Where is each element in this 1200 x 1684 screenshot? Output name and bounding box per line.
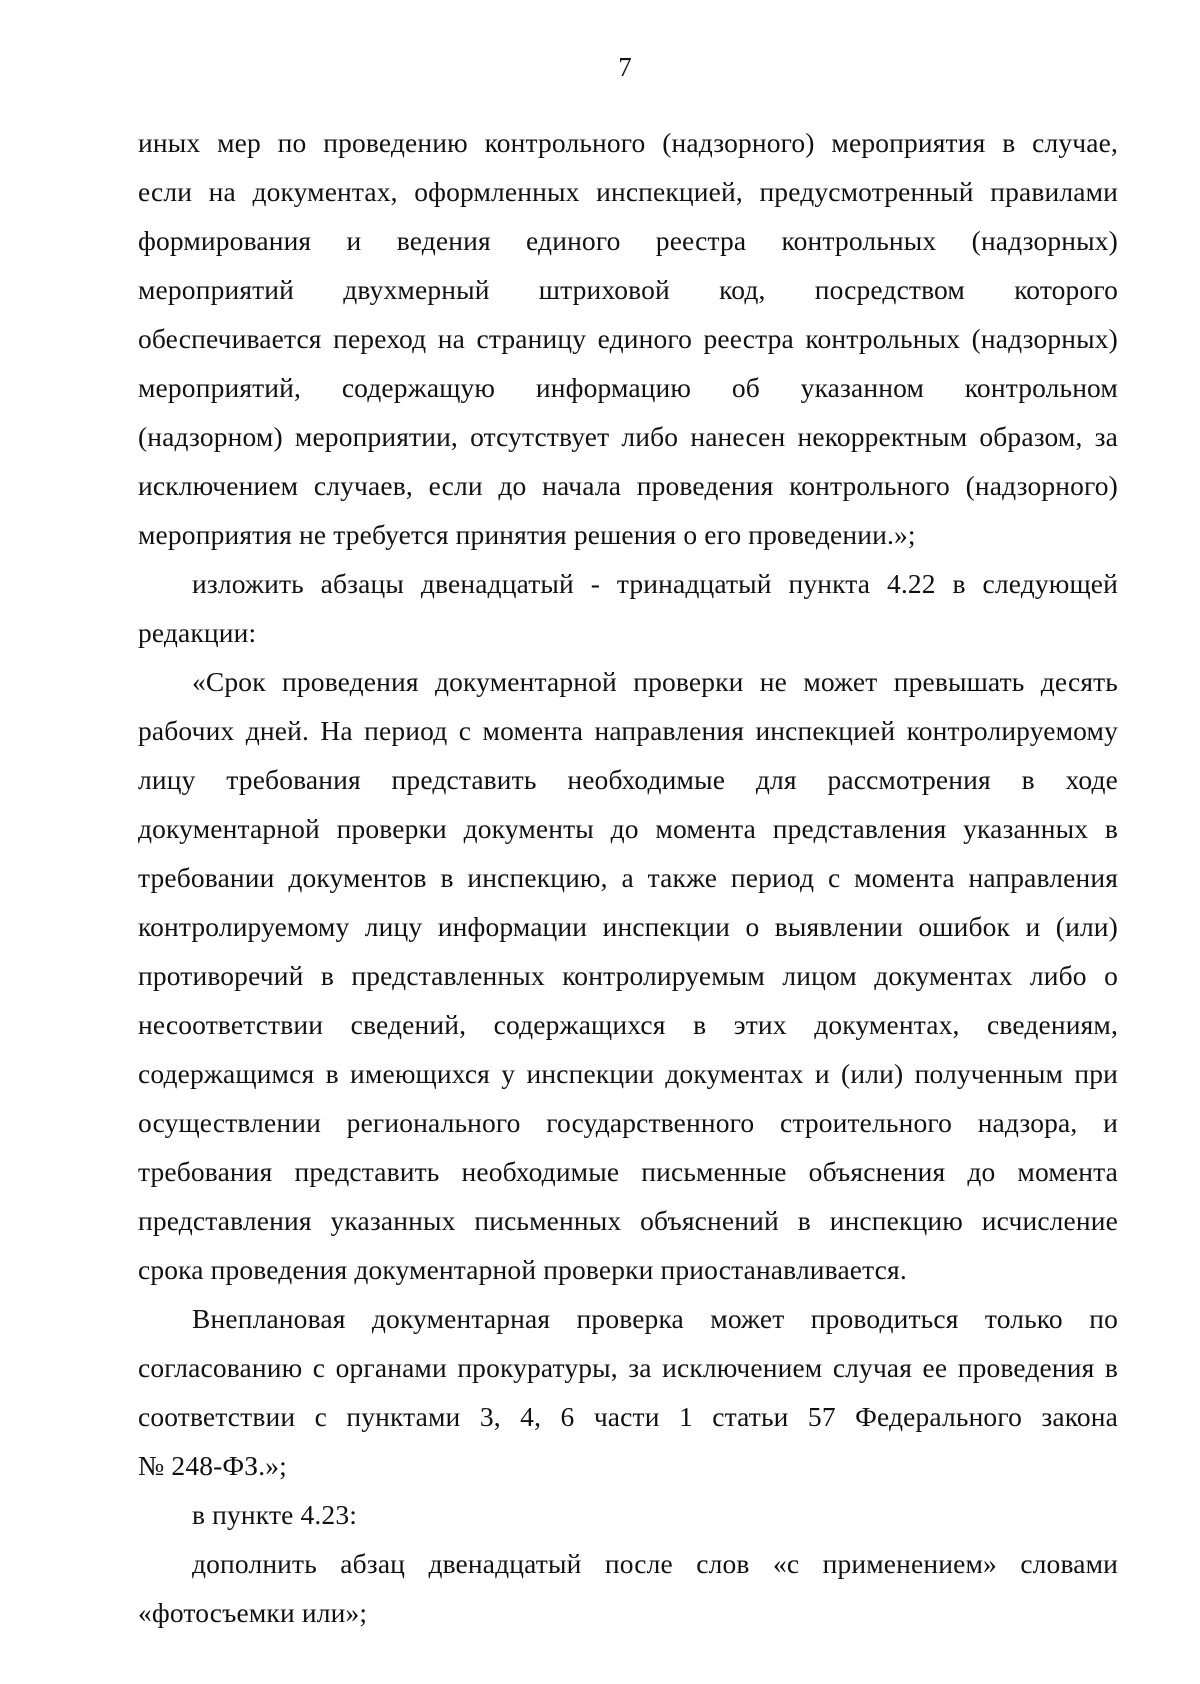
page-number: 7 [618,52,632,82]
text-line: редакции: [138,617,257,648]
text-line: изложить абзацы двенадцатый - тринадцатый пункта 4.22 в следующей [192,568,1118,599]
text-line: представления указанных письменных объяснений в инспекцию исчисление [138,1205,1118,1236]
document-body [138,118,1118,1637]
text-line: несоответствии сведений, содержащихся в этих документах, сведениям, [138,1009,1118,1040]
text-line: лицу требования представить необходимые для рассмотрения в ходе [138,764,1118,795]
text-line: обеспечивается переход на страницу единого реестра контрольных (надзорных) [138,323,1118,354]
text-line: «Срок проведения документарной проверки не может превышать десять [192,666,1118,697]
text-line: дополнить абзац двенадцатый после слов «с применением» словами [192,1548,1118,1579]
text-line: требовании документов в инспекцию, а также период с момента направления [138,862,1118,893]
paragraph-point-4-23 [138,1490,1118,1539]
paragraph-quoted-term [138,657,1118,1294]
paragraph-continuation [138,118,1118,559]
paragraph-supplement [138,1539,1118,1637]
text-line: содержащимся в имеющихся у инспекции документах и (или) полученным при [138,1058,1118,1089]
text-line: соответствии с пунктами 3, 4, 6 части 1 статьи 57 Федерального закона [138,1401,1118,1432]
text-line: мероприятий, содержащую информацию об указанном контрольном [138,372,1118,403]
text-line: согласованию с органами прокуратуры, за исключением случая ее проведения в [138,1352,1118,1383]
text-line: контролируемому лицу информации инспекции о выявлении ошибок и (или) [138,911,1118,942]
text-line: иных мер по проведению контрольного (надзорного) мероприятия в случае, [138,127,1118,158]
text-line: в пункте 4.23: [192,1499,358,1530]
text-line: № 248-ФЗ.»; [138,1450,287,1481]
text-line: противоречий в представленных контролируемым лицом документах либо о [138,960,1118,991]
text-line: Внеплановая документарная проверка может проводиться только по [192,1303,1118,1334]
text-line: срока проведения документарной проверки приостанавливается. [138,1254,907,1285]
text-line: если на документах, оформленных инспекцией, предусмотренный правилами [138,176,1118,207]
text-line: (надзорном) мероприятии, отсутствует либо нанесен некорректным образом, за [138,421,1118,452]
text-line: документарной проверки документы до момента представления указанных в [138,813,1118,844]
paragraph-amendment-4-22 [138,559,1118,657]
paragraph-unscheduled-check [138,1294,1118,1490]
text-line: исключением случаев, если до начала проведения контрольного (надзорного) [138,470,1118,501]
text-line: требования представить необходимые письменные объяснения до момента [138,1156,1118,1187]
text-line: формирования и ведения единого реестра контрольных (надзорных) [138,225,1118,256]
text-line: рабочих дней. На период с момента направления инспекцией контролируемому [138,715,1118,746]
text-line: мероприятия не требуется принятия решения о его проведении.»; [138,519,916,550]
text-line: мероприятий двухмерный штриховой код, посредством которого [138,274,1118,305]
text-line: осуществлении регионального государственного строительного надзора, и [138,1107,1118,1138]
text-line: «фотосъемки или»; [138,1597,368,1628]
